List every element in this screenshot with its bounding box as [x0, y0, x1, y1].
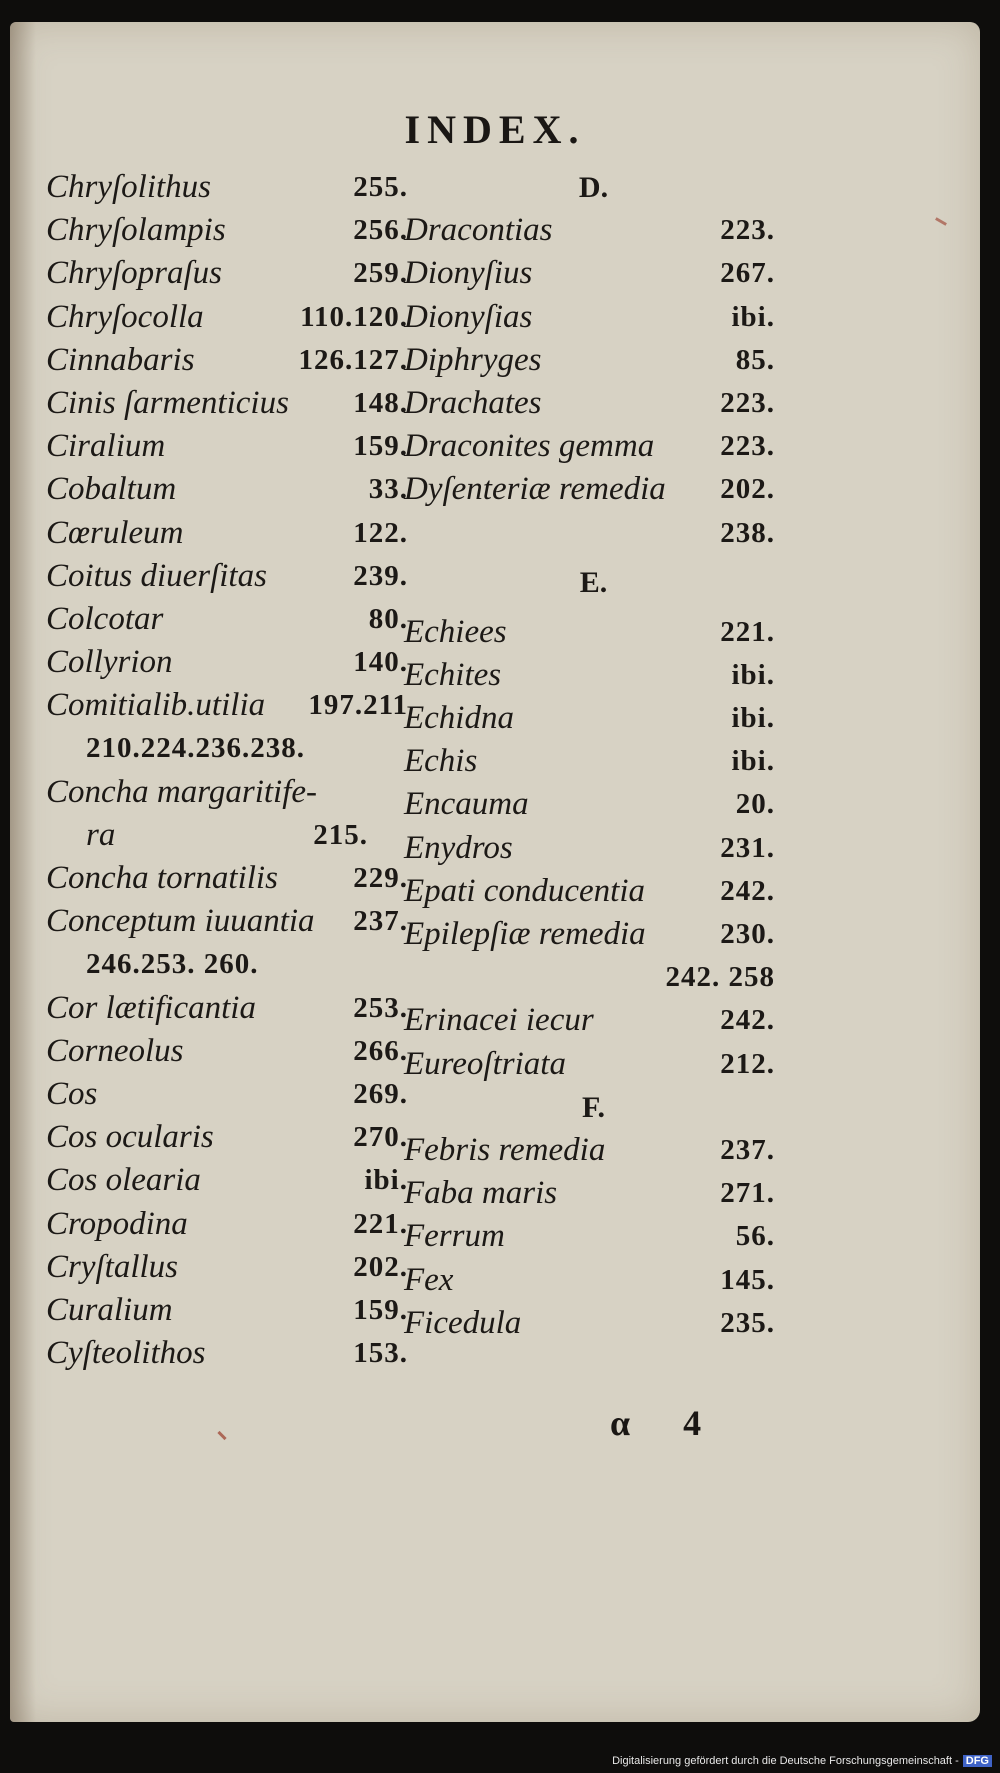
entry-term: Cinnabaris	[46, 341, 195, 378]
entry-page: 242.	[720, 1004, 775, 1037]
entry-term: Ciralium	[46, 428, 166, 465]
entry-term: Concha tornatilis	[46, 860, 278, 896]
entry-page: 202.	[353, 1250, 408, 1283]
entry-term: Diphryges	[404, 341, 542, 378]
entry-page: 140.	[353, 646, 408, 679]
entry-page: 271.	[720, 1177, 775, 1210]
entry-term: Epilepſiæ remedia	[404, 916, 646, 952]
entry-term: Ferrum	[404, 1218, 505, 1255]
entry-page: 20.	[735, 788, 775, 821]
entry-page: 33.	[368, 473, 408, 506]
index-entry	[38, 771, 408, 814]
entry-page: 145.	[720, 1263, 775, 1296]
entry-term: Dionyſias	[404, 298, 533, 335]
book-page	[10, 22, 980, 1722]
index-entry	[396, 468, 791, 511]
entry-page: ibi.	[731, 745, 775, 778]
letter-heading: D.	[578, 171, 609, 204]
entry-page: 212.	[720, 1047, 775, 1080]
index-entry	[38, 382, 408, 425]
entry-term: ra	[86, 816, 116, 853]
letter-heading: E.	[579, 565, 608, 599]
index-right-column	[396, 166, 791, 1345]
index-entry	[396, 1172, 791, 1215]
index-entry	[38, 339, 408, 382]
entry-term: Echis	[404, 743, 478, 780]
entry-page: 110.120.	[300, 300, 408, 333]
index-entry	[396, 697, 791, 740]
index-entry	[396, 252, 791, 295]
entry-page: 238.	[720, 516, 775, 549]
index-entry	[396, 870, 791, 913]
entry-page: 221.	[720, 615, 775, 648]
index-entry	[38, 1030, 408, 1073]
index-entry	[38, 1159, 408, 1202]
entry-term: Erinacei iecur	[404, 1002, 594, 1039]
entry-page: 237.	[353, 905, 408, 938]
entry-term: Dionyſius	[404, 255, 533, 292]
entry-page: 159.	[353, 430, 408, 463]
index-entry	[396, 1302, 791, 1345]
entry-page: 223.	[720, 430, 775, 463]
entry-page: 126.127.	[298, 343, 408, 376]
entry-term: Enydros	[404, 829, 513, 866]
index-entry	[38, 1246, 408, 1289]
entry-term: Cinis ſarmenticius	[46, 384, 289, 421]
index-entry	[38, 857, 408, 900]
entry-term: Dracontias	[404, 212, 553, 249]
index-entry	[38, 1289, 408, 1332]
index-entry	[38, 425, 408, 468]
entry-term: Cobaltum	[46, 471, 177, 508]
entry-term: Chryſopraſus	[46, 255, 223, 292]
entry-term: Colcotar	[46, 600, 164, 637]
entry-term: Echiees	[404, 613, 507, 650]
entry-page: 231.	[720, 831, 775, 864]
entry-term: Collyrion	[46, 644, 173, 681]
entry-page: 237.	[720, 1133, 775, 1166]
index-entry	[38, 1073, 408, 1116]
section-letter	[396, 1086, 791, 1129]
entry-page: 148.	[353, 386, 408, 419]
entry-term: Corneolus	[46, 1032, 184, 1069]
section-letter	[396, 166, 791, 209]
entry-page: 242. 258	[665, 961, 775, 994]
entry-term: Cropodina	[46, 1205, 188, 1242]
entry-page: 269.	[353, 1077, 408, 1110]
index-entry	[396, 425, 791, 468]
index-entry	[396, 339, 791, 382]
entry-page: ibi.	[731, 658, 775, 691]
ink-mark	[217, 1431, 226, 1440]
entry-term: Febris remedia	[404, 1131, 606, 1168]
entry-page: 242.	[720, 874, 775, 907]
entry-page: 235.	[720, 1306, 775, 1339]
entry-term: Chryſolampis	[46, 212, 226, 249]
index-entry	[38, 598, 408, 641]
index-entry	[38, 684, 408, 727]
index-entry	[396, 382, 791, 425]
index-entry	[38, 1203, 408, 1246]
index-entry	[396, 654, 791, 697]
page-gutter-shadow	[10, 22, 36, 1722]
index-entry	[38, 987, 408, 1030]
entry-page: 259.	[353, 257, 408, 290]
entry-term: Draconites gemma	[404, 428, 655, 465]
index-entry	[396, 296, 791, 339]
entry-term: Cryſtallus	[46, 1248, 179, 1285]
entry-term: Eureoſtriata	[404, 1045, 566, 1082]
entry-term: Cor lætificantia	[46, 989, 256, 1026]
index-entry	[396, 1129, 791, 1172]
entry-term: Epati conducentia	[404, 872, 646, 909]
entry-term: Cos ocularis	[46, 1119, 214, 1156]
entry-page: 223.	[720, 386, 775, 419]
index-entry	[396, 1259, 791, 1302]
index-entry	[38, 252, 408, 295]
digitization-footer	[612, 1755, 992, 1767]
entry-page: 215.	[313, 818, 368, 851]
entry-page: 197.211	[308, 689, 408, 722]
entry-page: 270.	[353, 1121, 408, 1154]
entry-page: 85.	[735, 343, 775, 376]
index-entry	[396, 209, 791, 252]
index-entry	[396, 611, 791, 654]
index-entry	[396, 1215, 791, 1258]
footer-text: Digitalisierung gefördert durch die Deutsche Forschungsgemeinschaft -	[612, 1755, 959, 1767]
index-entry-continuation	[396, 956, 791, 999]
index-entry	[38, 166, 408, 209]
index-entry	[396, 783, 791, 826]
entry-page: 246.253. 260.	[86, 948, 259, 981]
entry-page: 210.224.236.238.	[86, 732, 305, 765]
index-entry	[38, 555, 408, 598]
index-entry	[38, 641, 408, 684]
entry-page: ibi.	[364, 1164, 408, 1197]
entry-page: 230.	[720, 918, 775, 950]
entry-page: 229.	[353, 862, 408, 894]
entry-page: 256.	[353, 214, 408, 247]
entry-term: Concha margaritife-	[46, 773, 318, 810]
entry-term: Chryſocolla	[46, 298, 204, 335]
entry-term: Echidna	[404, 700, 514, 737]
entry-page: 253.	[353, 991, 408, 1024]
section-letter	[396, 555, 791, 611]
entry-term: Faba maris	[404, 1175, 558, 1212]
entry-term: Cyſteolithos	[46, 1335, 206, 1372]
index-entry	[396, 999, 791, 1042]
entry-term: Ficedula	[404, 1304, 522, 1341]
entry-page: ibi.	[731, 300, 775, 333]
index-entry-continuation	[38, 814, 408, 857]
entry-term: Dyſenteriæ remedia	[404, 471, 666, 508]
index-entry	[38, 512, 408, 555]
index-entry	[38, 1332, 408, 1375]
entry-term: Encauma	[404, 786, 529, 823]
entry-term: Curalium	[46, 1291, 173, 1328]
entry-term: Drachates	[404, 384, 542, 421]
index-entry-continuation	[38, 943, 408, 986]
entry-page: 153.	[353, 1337, 408, 1370]
entry-page: 239.	[353, 559, 408, 592]
index-entry	[396, 913, 791, 956]
entry-page: 267.	[720, 257, 775, 290]
entry-term: Cœruleum	[46, 514, 184, 551]
entry-term: Fex	[404, 1261, 454, 1298]
entry-page: 255.	[353, 171, 408, 203]
dfg-logo: DFG	[963, 1755, 992, 1767]
entry-page: 221.	[353, 1207, 408, 1240]
entry-term: Comitialib.utilia	[46, 687, 266, 724]
index-entry	[38, 900, 408, 943]
index-entry	[396, 827, 791, 870]
index-entry	[38, 209, 408, 252]
index-left-column	[38, 166, 408, 1375]
entry-term: Coitus diuerſitas	[46, 557, 267, 594]
page-header: INDEX.	[404, 107, 586, 152]
entry-page: ibi.	[731, 702, 775, 735]
entry-term: Echites	[404, 656, 502, 693]
entry-page: 266.	[353, 1034, 408, 1067]
index-entry-continuation	[38, 727, 408, 770]
entry-page: 223.	[720, 214, 775, 247]
entry-term: Cos olearia	[46, 1162, 201, 1199]
entry-page: 202.	[720, 473, 775, 506]
index-entry	[38, 468, 408, 511]
index-entry	[396, 740, 791, 783]
entry-term: Cos	[46, 1075, 98, 1112]
entry-page: 80.	[368, 602, 408, 635]
index-entry	[396, 1043, 791, 1086]
index-entry	[38, 1116, 408, 1159]
letter-heading: F.	[581, 1090, 606, 1124]
entry-term: Conceptum iuuantia	[46, 903, 315, 940]
signature-mark: α 4	[610, 1403, 724, 1443]
entry-page: 56.	[735, 1220, 775, 1253]
index-entry-continuation	[396, 512, 791, 555]
entry-page: 122.	[353, 516, 408, 549]
ink-mark	[935, 217, 947, 226]
index-entry	[38, 296, 408, 339]
entry-term: Chryſolithus	[46, 169, 212, 205]
entry-page: 159.	[353, 1293, 408, 1326]
